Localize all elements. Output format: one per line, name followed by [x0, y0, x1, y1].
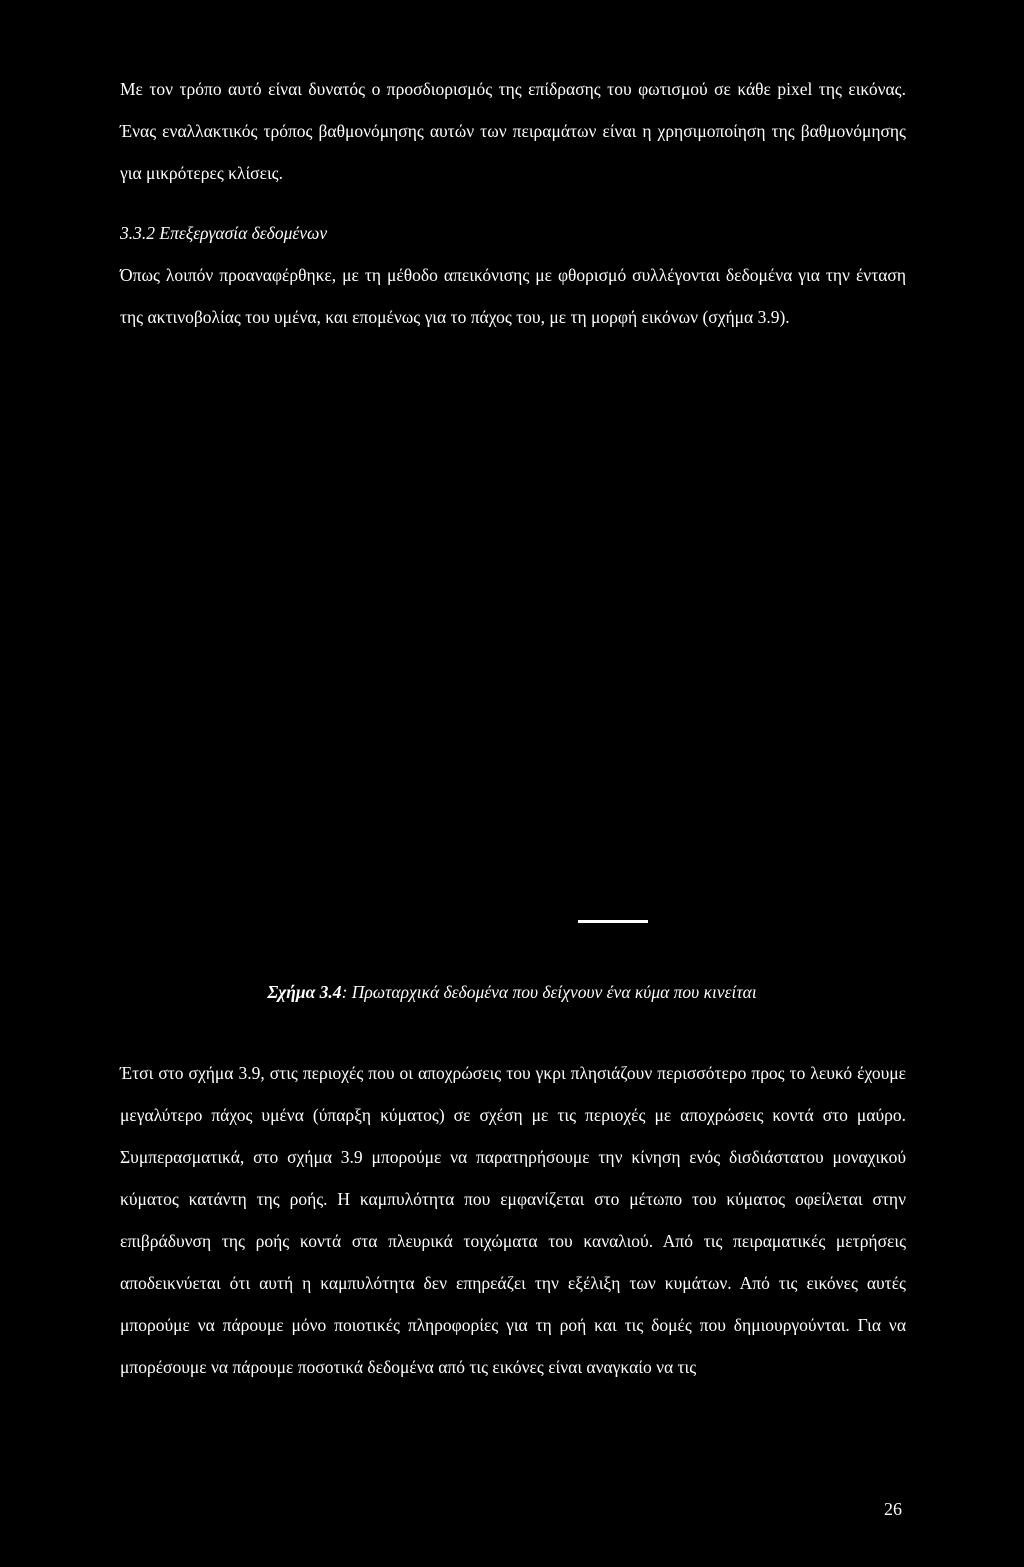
- figure-scale-bar: [578, 920, 648, 923]
- paragraph-data-processing: Όπως λοιπόν προαναφέρθηκε, με τη μέθοδο απεικόνισης με φθορισμό συλλέγονται δεδομένα για την ένταση της ακτινοβολίας του υμένα, και επομένως για το πάχος του, με τη μορφή εικόνων (σχήμα 3.9).: [120, 265, 906, 327]
- page-number: 26: [884, 1499, 902, 1519]
- figure-caption: [0, 971, 1024, 1013]
- paragraph-intro: Με τον τρόπο αυτό είναι δυνατός ο προσδιορισμός της επίδρασης του φωτισμού σε κάθε pixel της εικόνας. Ένας εναλλακτικός τρόπος βαθμονόμησης αυτών των πειραμάτων είναι η χρησιμοποίηση της βαθμονόμησης για μικρότερες κλίσεις.: [120, 79, 906, 183]
- section-heading: 3.3.2 Επεξεργασία δεδομένων: [120, 223, 328, 243]
- figure-caption-label: Σχήμα 3.4: [267, 982, 342, 1002]
- paragraph-analysis: Έτσι στο σχήμα 3.9, στις περιοχές που οι αποχρώσεις του γκρι πλησιάζουν περισσότερο προς το λευκό έχουμε μεγαλύτερο πάχος υμένα (ύπαρξη κύματος) σε σχέση με τις περιοχές με αποχρώσεις κοντά στο μαύρο. Συμπερασματικά, στο σχήμα 3.9 μπορούμε να παρατηρήσουμε την κίνηση ενός δισδιάστατου μοναχικού κύματος κατάντη της ροής. Η καμπυλότητα που εμφανίζεται στο μέτωπο του κύματος οφείλεται στην επιβράδυνση της ροής κοντά στα πλευρικά τοιχώματα του καναλιού. Από τις πειραματικές μετρήσεις αποδεικνύεται ότι αυτή η καμπυλότητα δεν επηρεάζει την εξέλιξη των κυμάτων. Από τις εικόνες αυτές μπορούμε να πάρουμε μόνο ποιοτικές πληροφορίες για τη ροή και τις δομές που δημιουργούνται. Για να μπορέσουμε να πάρουμε ποσοτικά δεδομένα από τις εικόνες είναι αναγκαίο να τις: [120, 1063, 906, 1377]
- figure-caption-text: : Πρωταρχικά δεδομένα που δείχνουν ένα κύμα που κινείται: [341, 982, 757, 1002]
